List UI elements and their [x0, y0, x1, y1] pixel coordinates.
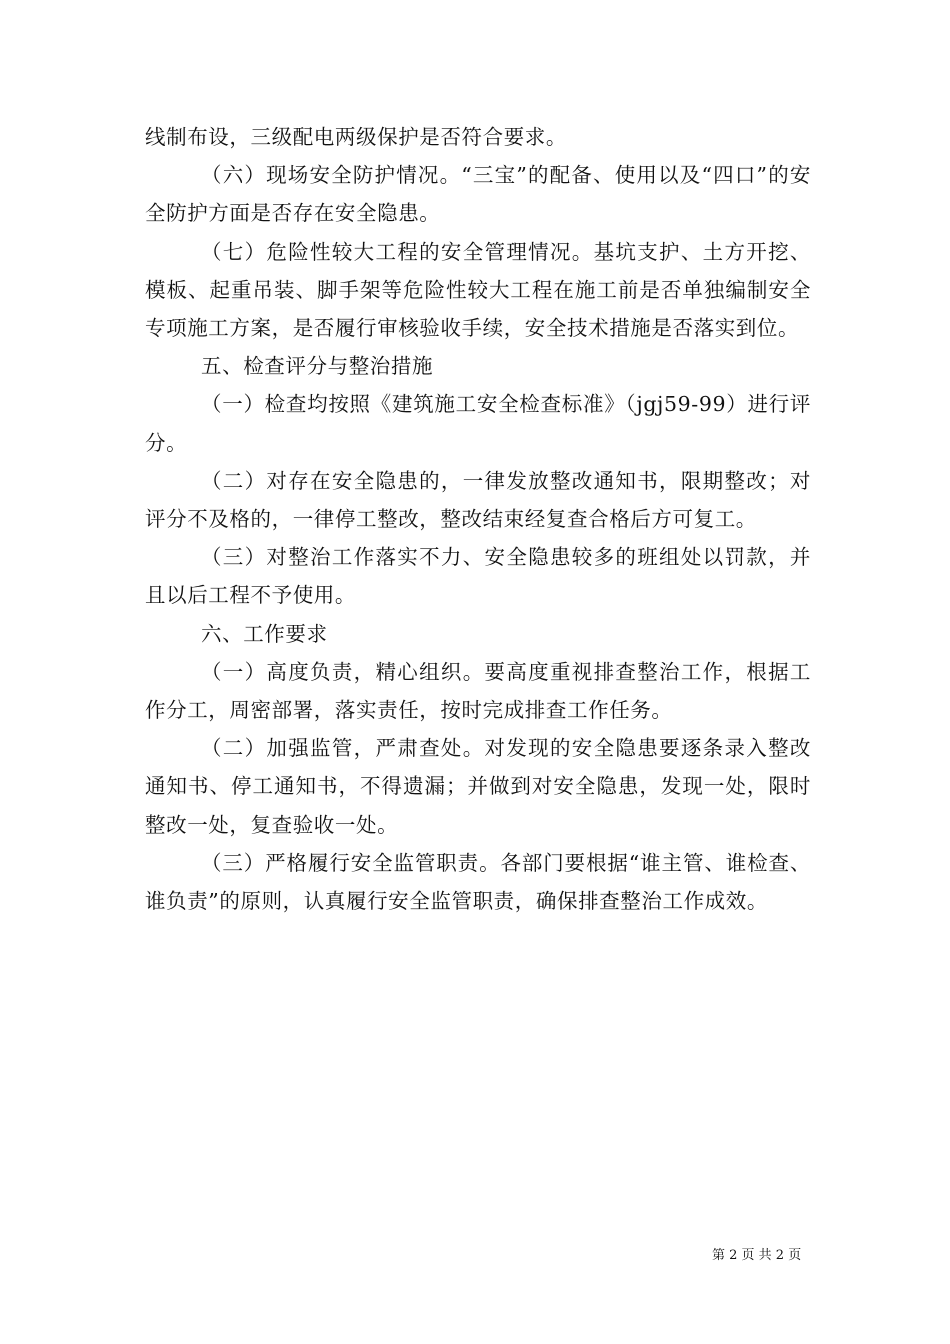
section-heading-5: 五、检查评分与整治措施	[201, 354, 434, 379]
paragraph-1: 线制布设，三级配电两级保护是否符合要求。	[145, 125, 567, 149]
paragraph-2: （六）现场安全防护情况。“三宝”的配备、使用以及“四口”的安全防护方面是否存在安全隐患。	[145, 163, 811, 226]
paragraph-10: （二）加强监管，严肃查处。对发现的安全隐患要逐条录入整改通知书、停工通知书，不得遗漏；并做到对安全隐患，发现一处，限时整改一处，复查验收一处。	[145, 736, 811, 837]
paragraph-11: （三）严格履行安全监管职责。各部门要根据“谁主管、谁检查、谁负责”的原则，认真履行安全监管职责，确保排查整治工作成效。	[145, 850, 811, 914]
document-body	[145, 118, 811, 920]
page-number-footer: 第 2 页 共 2 页	[712, 1248, 802, 1263]
paragraph-7: （三）对整治工作落实不力、安全隐患较多的班组处以罚款，并且以后工程不予使用。	[145, 545, 811, 608]
paragraph-6: （二）对存在安全隐患的，一律发放整改通知书，限期整改；对评分不及格的，一律停工整改，整改结束经复查合格后方可复工。	[145, 468, 811, 532]
paragraph-5: （一）检查均按照《建筑施工安全检查标准》（jgj59-99）进行评分。	[145, 392, 811, 455]
section-heading-6: 六、工作要求	[201, 621, 328, 646]
paragraph-3: （七）危险性较大工程的安全管理情况。基坑支护、土方开挖、模板、起重吊装、脚手架等危险性较大工程在施工前是否单独编制安全专项施工方案，是否履行审核验收手续，安全技术措施是否落实到位。	[145, 239, 811, 341]
paragraph-9: （一）高度负责，精心组织。要高度重视排查整治工作，根据工作分工，周密部署，落实责任，按时完成排查工作任务。	[145, 659, 811, 723]
